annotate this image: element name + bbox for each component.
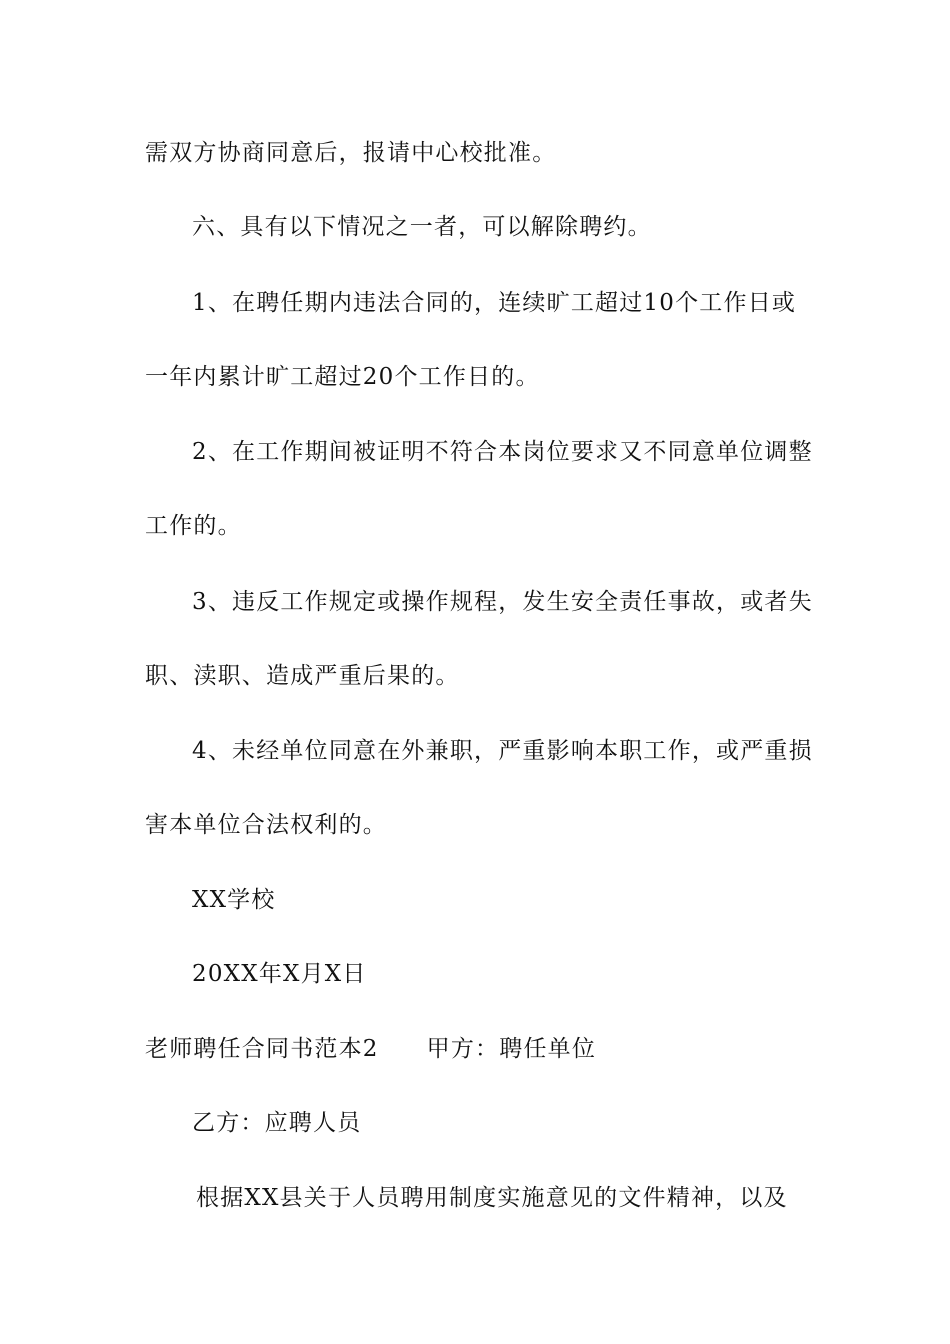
text-line: 4、未经单位同意在外兼职，严重影响本职工作，或严重损 <box>192 738 813 764</box>
text-line: 工作的。 <box>145 513 242 539</box>
text-line: 害本单位合法权利的。 <box>145 812 387 838</box>
text-line: 1、在聘任期内违法合同的，连续旷工超过10个工作日或 <box>192 290 797 316</box>
section-heading: 六、具有以下情况之一者，可以解除聘约。 <box>192 214 652 240</box>
text-line: 2、在工作期间被证明不符合本岗位要求又不同意单位调整 <box>192 439 813 465</box>
contract-title: 老师聘任合同书范本2 <box>145 1036 379 1062</box>
text-line: 3、违反工作规定或操作规程，发生安全责任事故，或者失 <box>192 589 813 615</box>
party-a: 甲方：聘任单位 <box>426 1036 597 1062</box>
signature-school: XX学校 <box>192 887 276 913</box>
text-line: 需双方协商同意后，报请中心校批准。 <box>145 140 557 166</box>
signature-date: 20XX年X月X日 <box>192 961 367 987</box>
text-line: 一年内累计旷工超过20个工作日的。 <box>145 364 540 390</box>
party-b: 乙方：应聘人员 <box>192 1110 362 1136</box>
contract-title-line <box>145 1034 815 1064</box>
text-line: 根据XX县关于人员聘用制度实施意见的文件精神，以及 <box>196 1185 788 1211</box>
text-line: 职、渎职、造成严重后果的。 <box>145 663 460 689</box>
